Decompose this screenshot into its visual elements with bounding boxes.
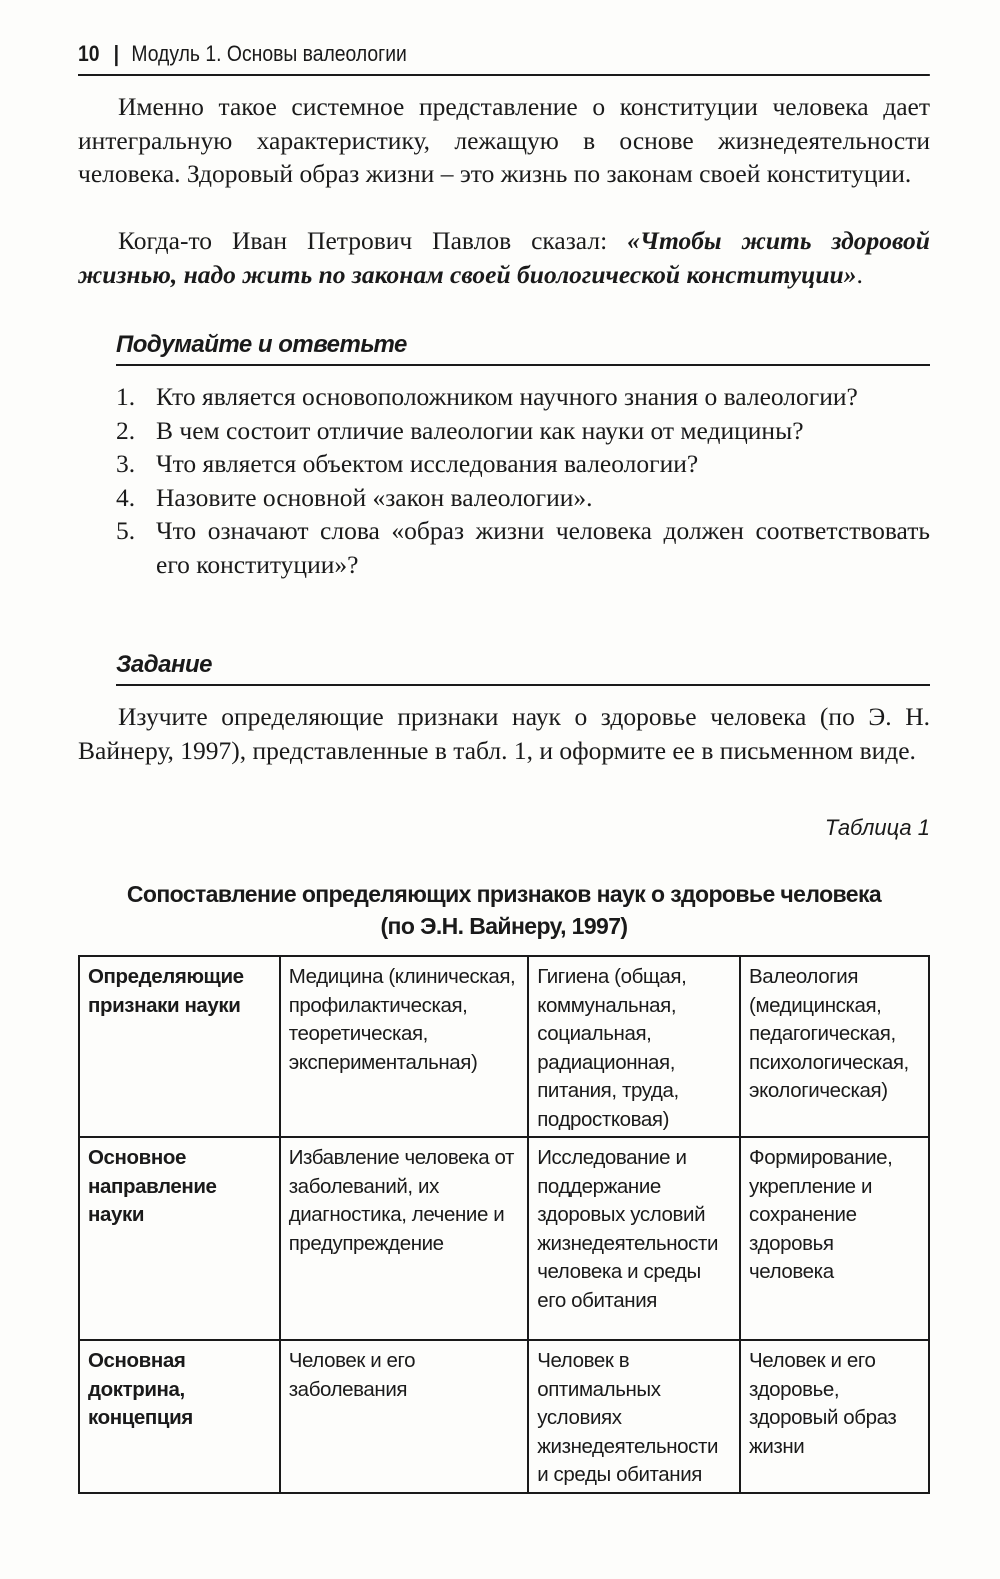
- table-cell: Человек и его заболевания: [280, 1340, 529, 1493]
- table-cell: Валеология (медицинская, педагогическая, психологическая, экологическая): [740, 956, 929, 1137]
- table-cell: Избавление человека от заболеваний, их диагностика, лечение и предупреждение: [280, 1137, 529, 1340]
- table-cell: Гигиена (общая, коммунальная, социальная, радиационная, питания, труда, подростковая): [528, 956, 740, 1137]
- table-cell: Формирование, укрепление и сохранение здоровья человека: [740, 1137, 929, 1340]
- question-text: Назовите основной «закон валеологии».: [156, 482, 593, 512]
- row-header: Основная доктрина, концепция: [79, 1340, 280, 1493]
- paragraph-pavlov: [78, 224, 930, 291]
- table-cell: Медицина (клиническая, профилактическая, теоретическая, экспериментальная): [280, 956, 529, 1137]
- question-item: [116, 414, 930, 448]
- running-head: [78, 38, 930, 76]
- section-heading-think: Подумайте и ответьте: [116, 330, 930, 366]
- question-number: 1.: [116, 382, 136, 411]
- question-item: [116, 481, 930, 515]
- pavlov-intro: Когда-то Иван Петрович Павлов сказал:: [118, 226, 628, 255]
- question-number: 3.: [116, 449, 136, 478]
- questions-list: [116, 380, 930, 581]
- pavlov-end: .: [856, 259, 863, 289]
- table-row: [79, 1340, 929, 1493]
- table-label: Таблица 1: [824, 815, 930, 840]
- question-number: 4.: [116, 482, 136, 512]
- table-title-line2: (по Э.Н. Вайнеру, 1997): [380, 913, 628, 939]
- question-item: [116, 447, 930, 481]
- table-cell: Человек в оптимальных условиях жизнедеятельности и среды обитания: [528, 1340, 740, 1493]
- question-text: Что является объектом исследования валеологии?: [156, 449, 699, 478]
- paragraph-constitution: Именно такое системное представление о конституции человека дает интегральную характеристику, лежащую в основе жизнедеятельности человека. Здоровый образ жизни – это жизнь по законам своей конституции.: [78, 92, 930, 188]
- row-header: Основное направление науки: [79, 1137, 280, 1340]
- paragraph-task: Изучите определяющие признаки наук о здоровье человека (по Э. Н. Вайнеру, 1997), представленные в табл. 1, и оформите ее в письменном виде.: [78, 702, 930, 765]
- table-cell: Человек и его здоровье, здоровый образ жизни: [740, 1340, 929, 1493]
- table-cell: Исследование и поддержание здоровых условий жизнедеятельности человека и среды его обитания: [528, 1137, 740, 1340]
- question-number: 5.: [116, 516, 136, 545]
- pavlov-quote: «Чтобы жить здоровой жизнью, надо жить по законам своей биологической конституции»: [78, 226, 930, 289]
- comparison-table: [78, 955, 930, 1494]
- question-text: Кто является основоположником научного знания о валеологии?: [156, 382, 858, 411]
- module-title: Модуль 1. Основы валеологии: [131, 41, 407, 66]
- header-separator: |: [113, 41, 120, 66]
- page-number: 10: [78, 41, 100, 66]
- section-heading-task: Задание: [116, 650, 930, 686]
- question-item: [116, 514, 930, 581]
- table-title: [78, 878, 930, 942]
- table-title-line1: Сопоставление определяющих признаков наук о здоровье человека: [126, 881, 882, 907]
- row-header: Определяющие признаки науки: [79, 956, 280, 1137]
- table-row: [79, 956, 929, 1137]
- question-item: [116, 380, 930, 414]
- question-text: В чем состоит отличие валеологии как науки от медицины?: [156, 415, 804, 445]
- question-text: Что означают слова «образ жизни человека должен соответствовать его конституции»?: [156, 516, 930, 579]
- table-row: [79, 1137, 929, 1340]
- question-number: 2.: [116, 415, 136, 445]
